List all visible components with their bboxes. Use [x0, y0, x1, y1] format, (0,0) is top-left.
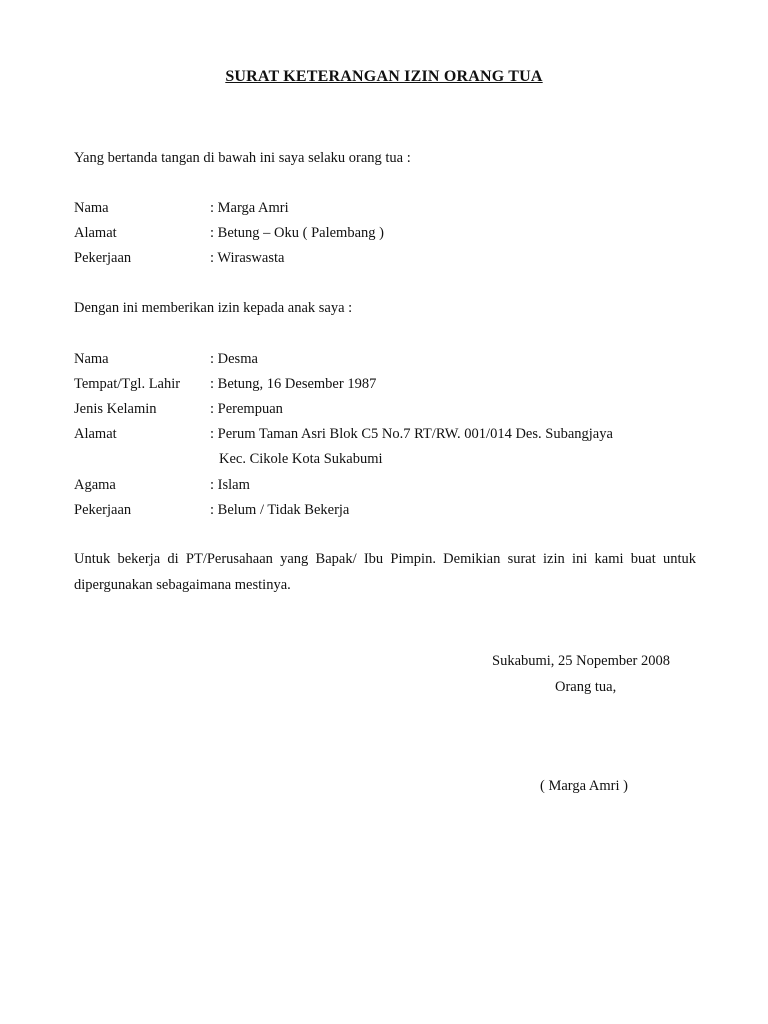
- grant-text: Dengan ini memberikan izin kepada anak saya :: [74, 300, 353, 316]
- child-gender-label: Jenis Kelamin: [74, 401, 157, 417]
- child-address-label: Alamat: [74, 426, 117, 442]
- child-name-label: Nama: [74, 351, 109, 367]
- letter-title: SURAT KETERANGAN IZIN ORANG TUA: [225, 68, 543, 85]
- parent-address-label: Alamat: [74, 225, 117, 241]
- child-birth-value: : Betung, 16 Desember 1987: [210, 376, 377, 392]
- child-address-value: : Perum Taman Asri Blok C5 No.7 RT/RW. 001/014 Des. Subangjaya: [210, 426, 613, 442]
- child-gender-value: : Perempuan: [210, 401, 283, 417]
- parent-name-value: : Marga Amri: [210, 200, 289, 216]
- parent-job-value: : Wiraswasta: [210, 250, 285, 266]
- child-address-value-continued: Kec. Cikole Kota Sukabumi: [219, 451, 383, 467]
- child-religion-value: : Islam: [210, 477, 250, 493]
- place-date: Sukabumi, 25 Nopember 2008: [492, 653, 671, 669]
- child-job-label: Pekerjaan: [74, 502, 132, 518]
- parent-job-label: Pekerjaan: [74, 250, 132, 266]
- child-job-value: : Belum / Tidak Bekerja: [210, 502, 350, 518]
- child-birth-label: Tempat/Tgl. Lahir: [74, 376, 181, 392]
- closing-paragraph: Untuk bekerja di PT/Perusahaan yang Bapak/ Ibu Pimpin. Demikian surat izin ini kami buat untuk dipergunakan sebagaimana mestinya.: [74, 551, 696, 593]
- parent-address-value: : Betung – Oku ( Palembang ): [210, 225, 384, 241]
- intro-text: Yang bertanda tangan di bawah ini saya selaku orang tua :: [74, 150, 411, 166]
- signer-role: Orang tua,: [555, 679, 617, 695]
- child-religion-label: Agama: [74, 477, 116, 493]
- child-name-value: : Desma: [210, 351, 258, 367]
- parent-name-label: Nama: [74, 200, 109, 216]
- signer-name: ( Marga Amri ): [540, 778, 628, 794]
